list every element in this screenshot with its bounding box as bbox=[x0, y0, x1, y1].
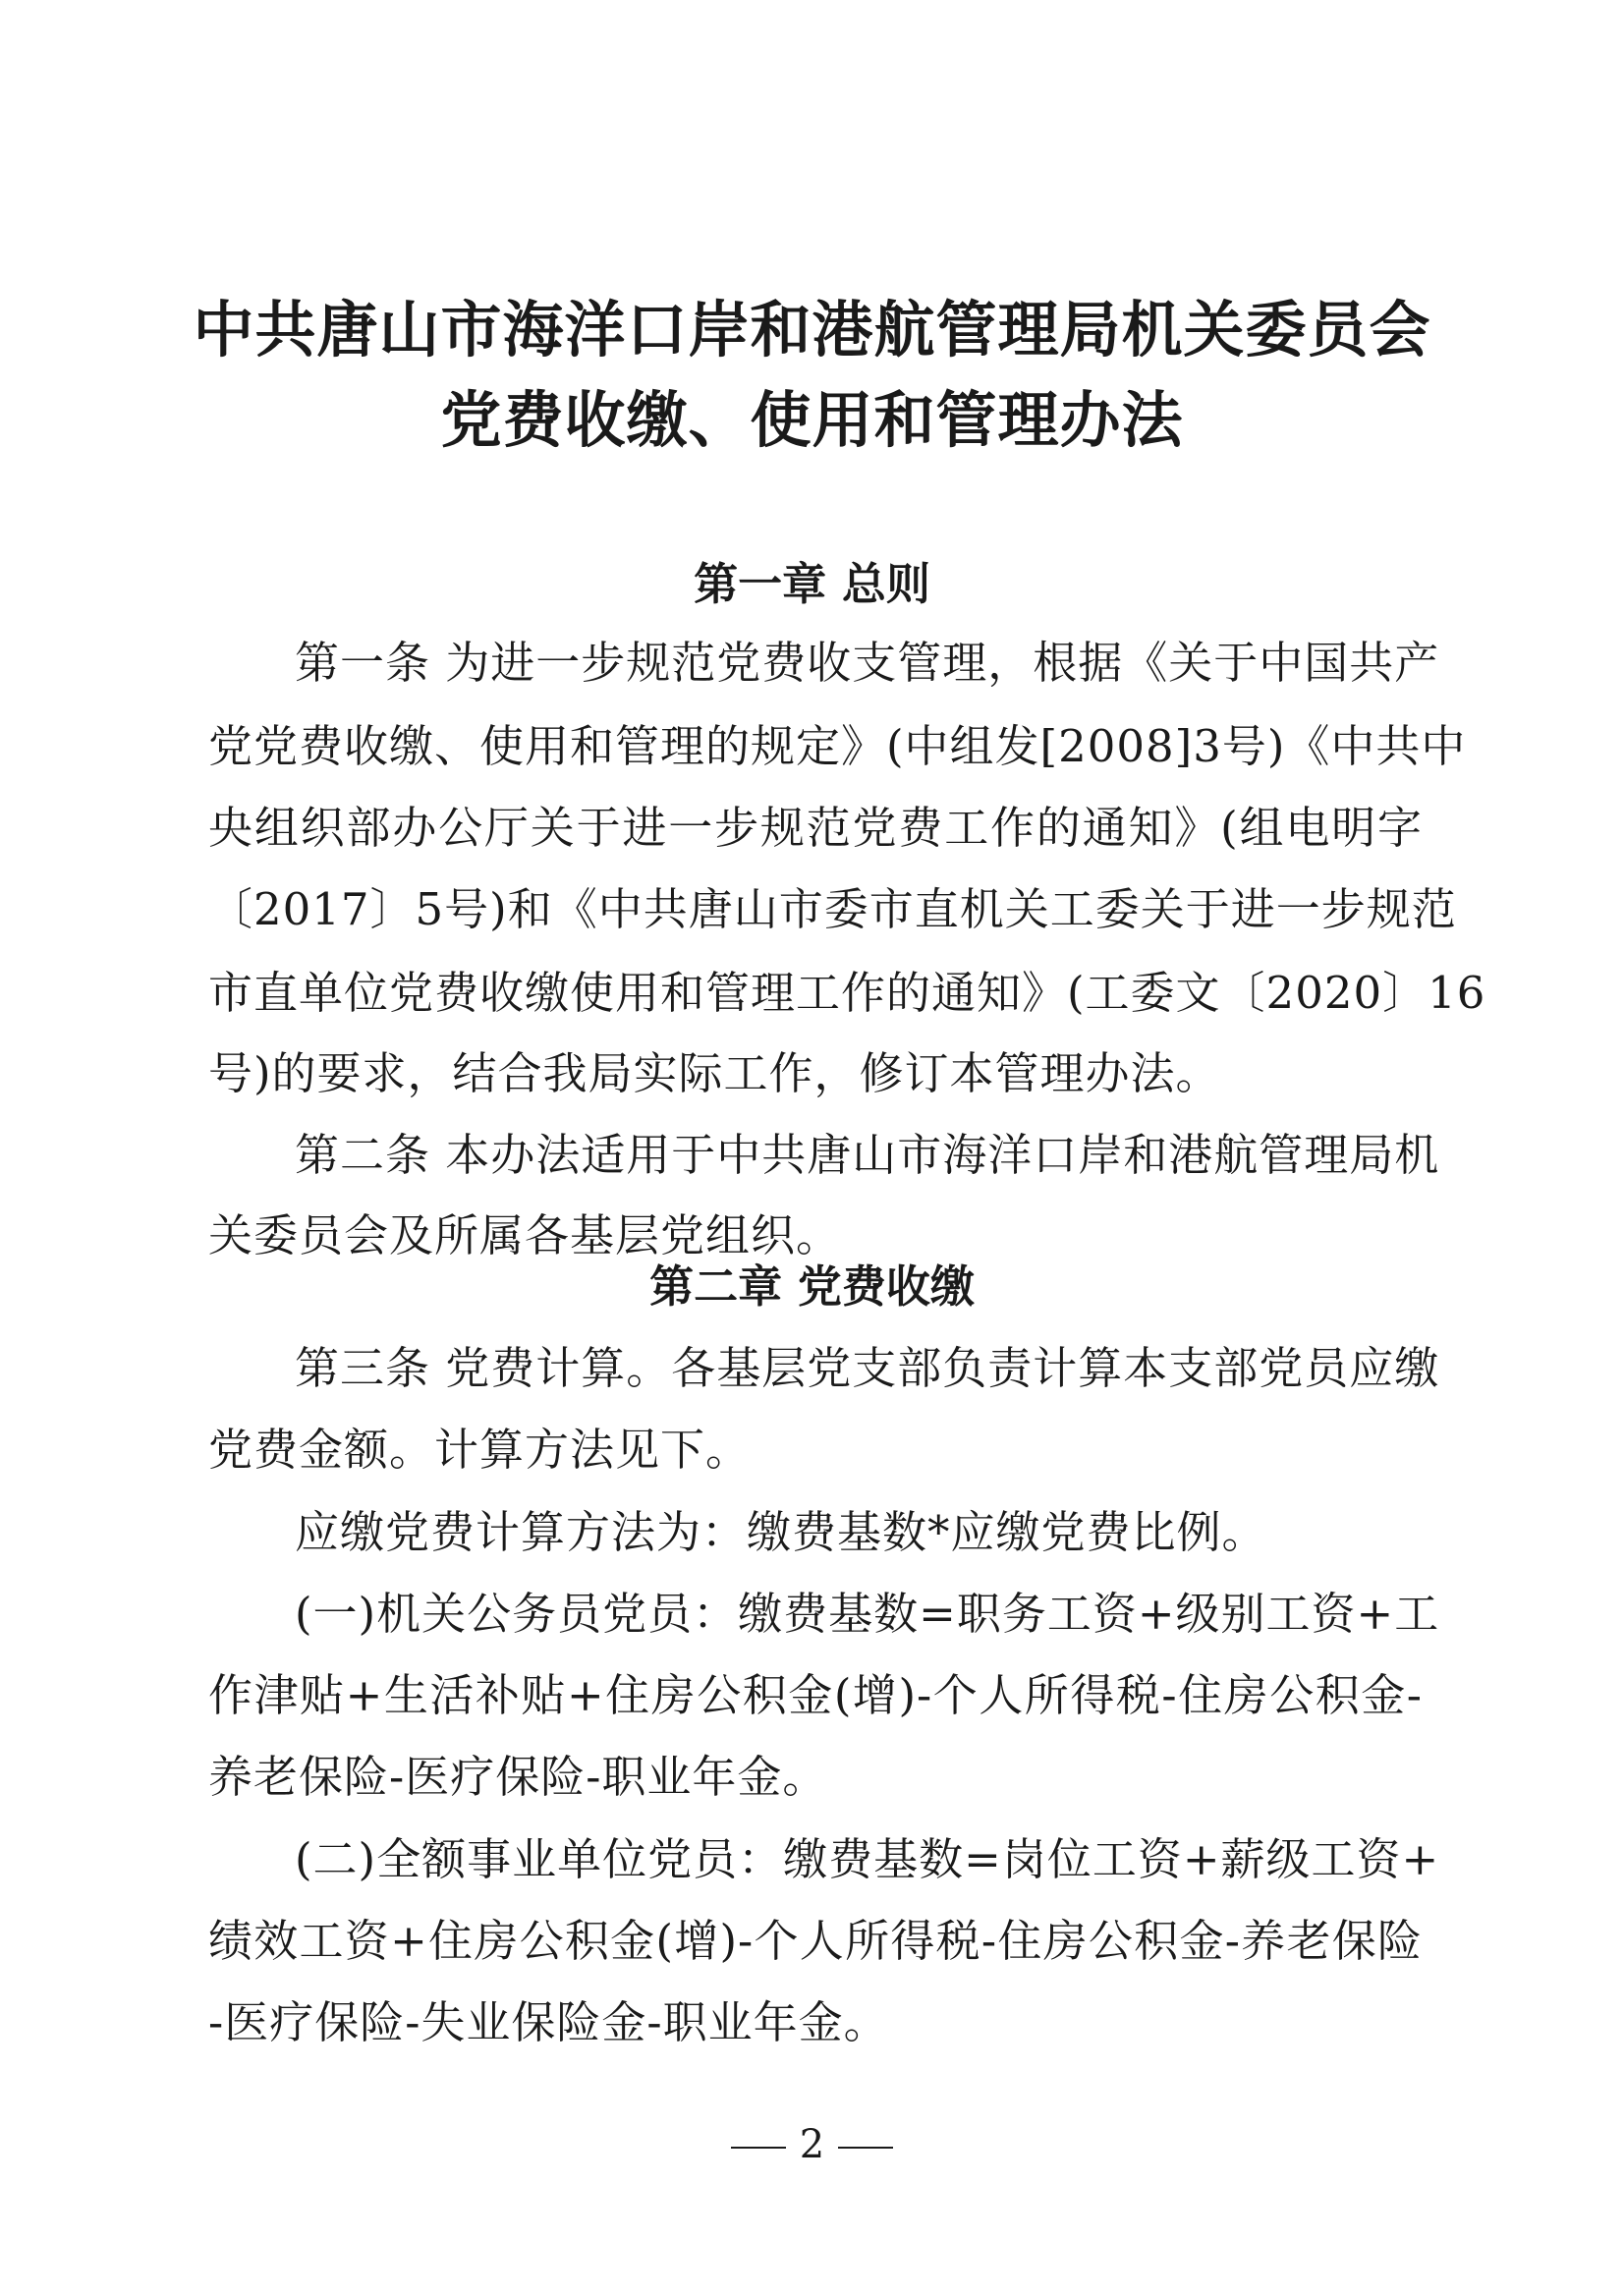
item-2-line-2: 绩效工资+住房公积金(增)-个人所得税-住房公积金-养老保险 bbox=[208, 1915, 1423, 1967]
article-1-line-3: 央组织部办公厅关于进一步规范党费工作的通知》(组电明字 bbox=[208, 802, 1423, 854]
item-2-line-1: (二)全额事业单位党员：缴费基数=岗位工资+薪级工资+ bbox=[295, 1833, 1440, 1885]
footer-right-dash bbox=[838, 2147, 893, 2149]
chapter-heading-2: 第二章 党费收缴 bbox=[649, 1260, 975, 1313]
article-2-line-1: 第二条 本办法适用于中共唐山市海洋口岸和港航管理局机 bbox=[295, 1129, 1440, 1181]
article-3-line-1: 第三条 党费计算。各基层党支部负责计算本支部党员应缴 bbox=[295, 1342, 1440, 1394]
article-1-line-2: 党党费收缴、使用和管理的规定》(中组发[2008]3号)《中共中 bbox=[208, 720, 1467, 772]
document-title-line-1: 中共唐山市海洋口岸和港航管理局机关委员会 bbox=[193, 294, 1431, 365]
item-1-line-3: 养老保险-医疗保险-职业年金。 bbox=[208, 1751, 828, 1803]
document-title-line-2: 党费收缴、使用和管理办法 bbox=[440, 384, 1184, 456]
article-1-line-1: 第一条 为进一步规范党费收支管理，根据《关于中国共产 bbox=[295, 637, 1440, 689]
page-footer bbox=[0, 2122, 1624, 2167]
formula-line: 应缴党费计算方法为：缴费基数*应缴党费比例。 bbox=[295, 1506, 1267, 1558]
chapter-heading-1: 第一章 总则 bbox=[694, 558, 930, 610]
page-number: 2 bbox=[799, 2122, 825, 2167]
article-1-line-5: 市直单位党费收缴使用和管理工作的通知》(工委文〔2020〕16 bbox=[208, 967, 1486, 1019]
article-1-line-4: 〔2017〕5号)和《中共唐山市委市直机关工委关于进一步规范 bbox=[208, 883, 1457, 935]
item-1-line-2: 作津贴+生活补贴+住房公积金(增)-个人所得税-住房公积金- bbox=[208, 1669, 1423, 1721]
article-3-line-2: 党费金额。计算方法见下。 bbox=[208, 1424, 752, 1476]
article-1-line-6: 号)的要求，结合我局实际工作，修订本管理办法。 bbox=[208, 1047, 1221, 1099]
article-2-line-2: 关委员会及所属各基层党组织。 bbox=[208, 1209, 842, 1261]
footer-left-dash bbox=[731, 2147, 786, 2149]
item-1-line-1: (一)机关公务员党员：缴费基数=职务工资+级别工资+工 bbox=[295, 1588, 1440, 1640]
item-2-line-3: -医疗保险-失业保险金-职业年金。 bbox=[208, 1996, 889, 2048]
